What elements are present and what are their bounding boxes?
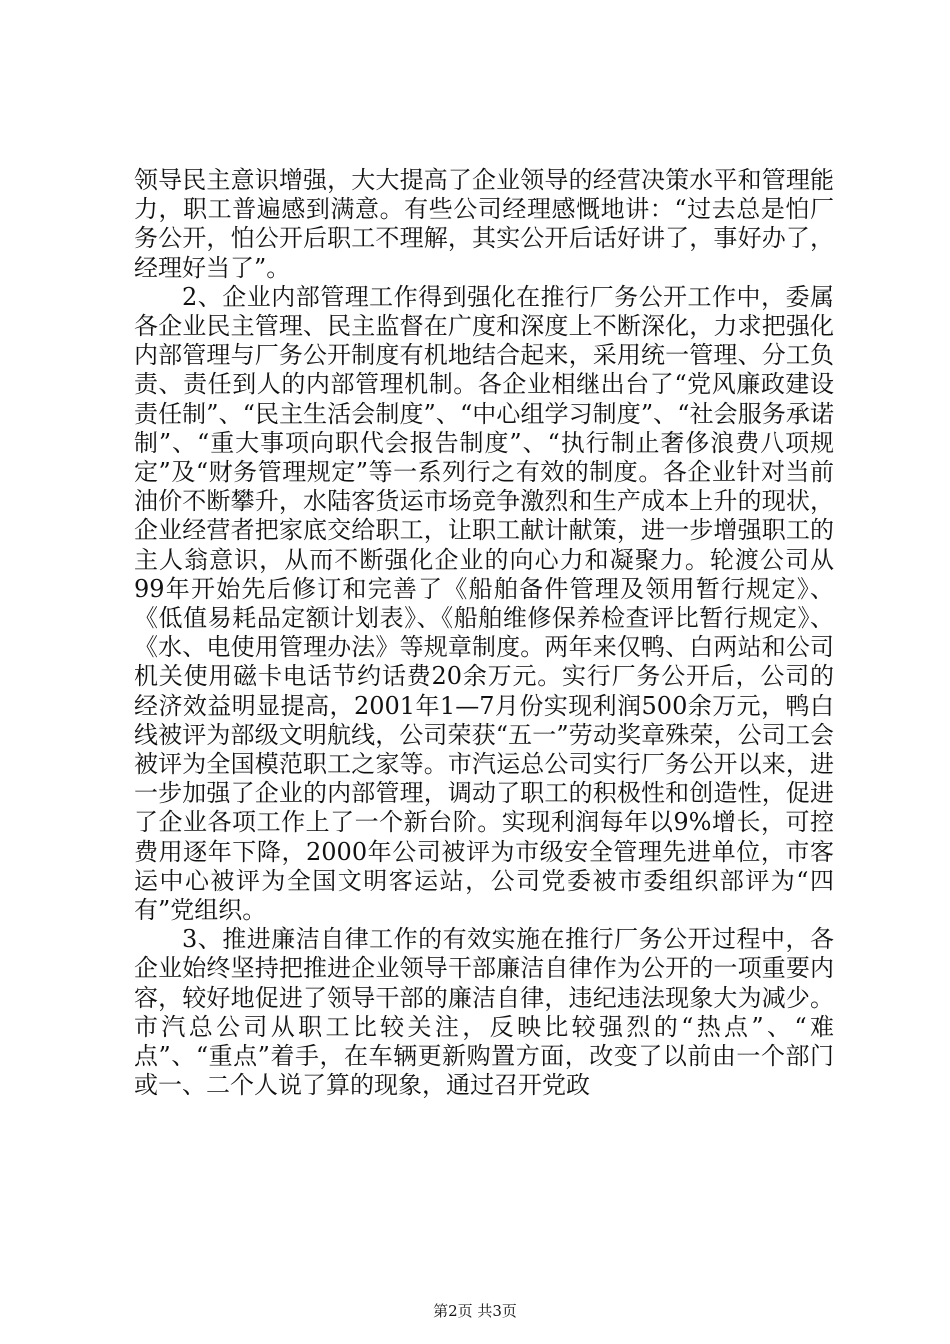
paragraph-3: 3、推进廉洁自律工作的有效实施在推行厂务公开过程中，各企业始终坚持把推进企业领导干部廉洁自律作为公开的一项重要内容，较好地促进了领导干部的廉洁自律，违纪违法现象大为减少。市汽总公司从职工比较关注，反映比较强烈的“热点”、“难点”、“重点”着手，在车辆更新购置方面，改变了以前由一个部门或一、二个人说了算的现象，通过召开党政 — [134, 925, 834, 1100]
document-body — [134, 166, 834, 1101]
paragraph-2: 2、企业内部管理工作得到强化在推行厂务公开工作中，委属各企业民主管理、民主监督在广度和深度上不断深化，力求把强化内部管理与厂务公开制度有机地结合起来，采用统一管理、分工负责、责任到人的内部管理机制。各企业相继出台了“党风廉政建设责任制”、“民主生活会制度”、“中心组学习制度”、“社会服务承诺制”、“重大事项向职代会报告制度”、“执行制止奢侈浪费八项规定”及“财务管理规定”等一系列行之有效的制度。各企业针对当前油价不断攀升，水陆客货运市场竞争激烈和生产成本上升的现状，企业经营者把家底交给职工，让职工献计献策，进一步增强职工的主人翁意识，从而不断强化企业的向心力和凝聚力。轮渡公司从99年开始先后修订和完善了《船舶备件管理及领用暂行规定》、《低值易耗品定额计划表》、《船舶维修保养检查评比暂行规定》、《水、电使用管理办法》等规章制度。两年来仅鸭、白两站和公司机关使用磁卡电话节约话费20余万元。实行厂务公开后，公司的经济效益明显提高，2001年1—7月份实现利润500余万元，鸭白线被评为部级文明航线，公司荣获“五一”劳动奖章殊荣，公司工会被评为全国模范职工之家等。市汽运总公司实行厂务公开以来，进一步加强了企业的内部管理，调动了职工的积极性和创造性，促进了企业各项工作上了一个新台阶。实现利润每年以9%增长，可控费用逐年下降，2000年公司被评为市级安全管理先进单位，市客运中心被评为全国文明客运站，公司党委被市委组织部评为“四有”党组织。 — [134, 282, 834, 925]
paragraph-1: 领导民主意识增强，大大提高了企业领导的经营决策水平和管理能力，职工普遍感到满意。有些公司经理感慨地讲：“过去总是怕厂务公开，怕公开后职工不理解，其实公开后话好讲了，事好办了，经理好当了”。 — [134, 166, 834, 282]
page-number-footer: 第2页 共3页 — [433, 1302, 517, 1320]
